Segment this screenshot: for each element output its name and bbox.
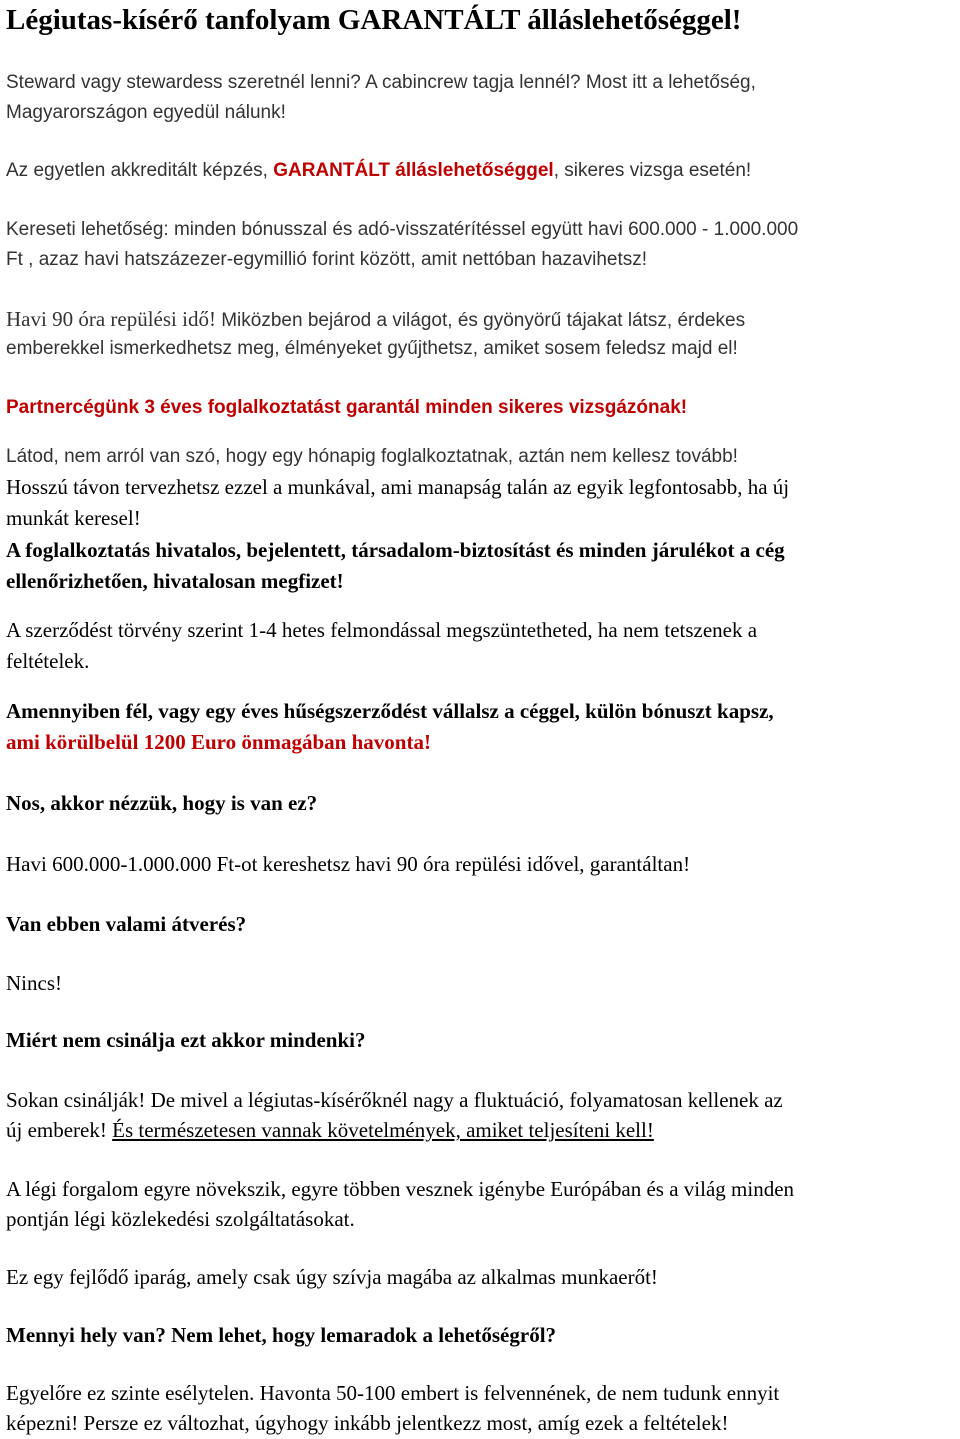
answer-why-line-2	[6, 1117, 654, 1143]
accredited-suffix: , sikeres vizsga esetén!	[553, 160, 752, 181]
long-term-line-3: munkát keresel!	[6, 506, 141, 530]
answer-how-many-line-1: Egyelőre ez szinte esélytelen. Havonta 50-100 embert is felvennének, de nem tudunk ennyit	[6, 1381, 780, 1405]
industry-sentence: Ez egy fejlődő iparág, amely csak úgy szívja magába az alkalmas munkaerőt!	[6, 1265, 658, 1289]
flight-time-text: Miközben bejárod a világot, és gyönyörű tájakat látsz, érdekes	[215, 310, 746, 331]
question-scam: Van ebben valami átverés?	[6, 912, 247, 936]
traffic-line-1: A légi forgalom egyre növekszik, egyre többen vesznek igénybe Európában és a világ minden	[6, 1177, 795, 1201]
answer-how-many-line-2: képezni! Persze ez változhat, úgyhogy inkább jelentkezz most, amíg ezek a feltételek!	[6, 1411, 729, 1435]
answer-why-line-1: Sokan csinálják! De mivel a légiutas-kísérőknél nagy a fluktuáció, folyamatosan kellenek az	[6, 1088, 783, 1112]
answer-how: Havi 600.000-1.000.000 Ft-ot kereshetsz havi 90 óra repülési idővel, garantáltan!	[6, 852, 691, 876]
official-line-2: ellenőrizhetően, hivatalosan megfizet!	[6, 569, 344, 593]
official-line-1: A foglalkoztatás hivatalos, bejelentett, társadalom-biztosítást és minden járulékot a cég	[6, 538, 785, 562]
guarantee-highlight: GARANTÁLT álláslehetőséggel	[273, 160, 554, 181]
accredited-text: Az egyetlen akkreditált képzés,	[6, 160, 274, 181]
answer-why-text: új emberek!	[6, 1118, 113, 1142]
flight-time-line-2: emberekkel ismerkedhetsz meg, élményeket gyűjthetsz, amiket sosem feledsz majd el!	[6, 338, 738, 359]
long-term-line-1: Látod, nem arról van szó, hogy egy hónapig foglalkoztatnak, aztán nem kellesz tovább!	[6, 446, 738, 467]
flight-time-line-1	[6, 306, 745, 334]
page-title: Légiutas-kísérő tanfolyam GARANTÁLT álláslehetőséggel!	[6, 4, 742, 36]
contract-line-2: feltételek.	[6, 649, 90, 673]
intro-line-2: Magyarországon egyedül nálunk!	[6, 102, 286, 123]
intro-line-1: Steward vagy stewardess szeretnél lenni? A cabincrew tagja lennél? Most itt a lehetőség,	[6, 72, 756, 93]
loyalty-line-1: Amennyiben fél, vagy egy éves hűségszerződést vállalsz a céggel, külön bónuszt kapsz,	[6, 699, 774, 723]
accredited-paragraph	[6, 158, 751, 184]
traffic-line-2: pontján légi közlekedési szolgáltatásokat.	[6, 1207, 355, 1231]
question-how: Nos, akkor nézzük, hogy is van ez?	[6, 791, 318, 815]
flight-time-lead: Havi 90 óra repülési idő!	[6, 307, 216, 331]
question-how-many: Mennyi hely van? Nem lehet, hogy lemaradok a lehetőségről?	[6, 1323, 557, 1347]
partner-guarantee: Partnercégünk 3 éves foglalkoztatást garantál minden sikeres vizsgázónak!	[6, 397, 688, 418]
question-why-not-everyone: Miért nem csinálja ezt akkor mindenki?	[6, 1028, 366, 1052]
loyalty-line-2: ami körülbelül 1200 Euro önmagában havonta!	[6, 730, 431, 754]
earnings-line-1: Kereseti lehetőség: minden bónusszal és adó-visszatérítéssel együtt havi 600.000 - 1.000.000	[6, 219, 799, 240]
earnings-line-2: Ft , azaz havi hatszázezer-egymillió forint között, amit nettóban hazavihetsz!	[6, 249, 648, 270]
answer-scam: Nincs!	[6, 971, 62, 995]
long-term-line-2: Hosszú távon tervezhetsz ezzel a munkával, ami manapság talán az egyik legfontosabb, ha új	[6, 475, 790, 499]
contract-line-1: A szerződést törvény szerint 1-4 hetes felmondással megszüntetheted, ha nem tetszenek a	[6, 618, 758, 642]
requirements-note: És természetesen vannak követelmények, amiket teljesíteni kell!	[112, 1118, 654, 1142]
